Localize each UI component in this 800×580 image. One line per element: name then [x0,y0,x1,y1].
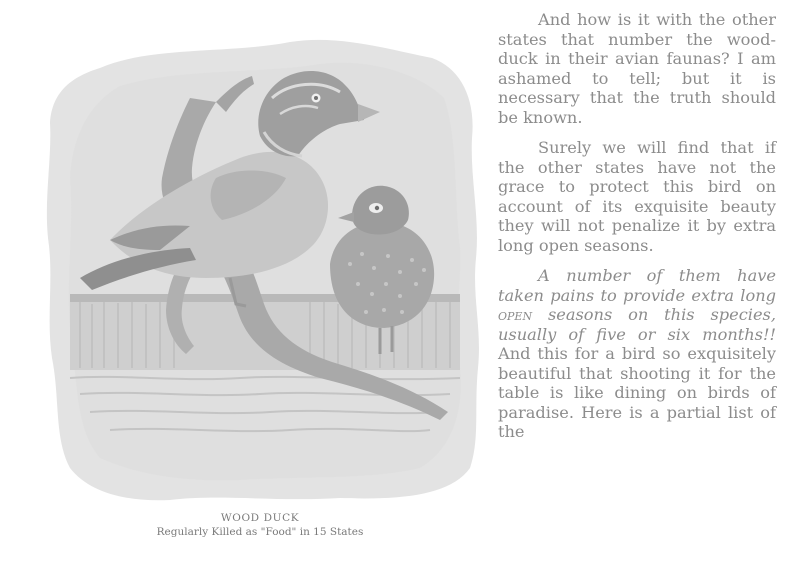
hen-body [330,222,434,328]
illustration-caption [60,511,460,539]
caption-title: WOOD DUCK [220,512,300,524]
wood-duck-illustration [40,28,482,508]
paragraph-3-italic-b: seasons on this species, usually of five or six months!! [498,305,776,344]
caption-subtitle: Regularly Killed as "Food" in 15 States [156,526,364,538]
paragraph-3-italic-a: A number of them have taken pains to provide extra long [498,266,776,305]
wood-duck-painting [40,28,482,508]
paragraph-2: Surely we will find that if the other states have not the grace to protect this bird on account of its exquisite beauty they will not penalize it by extra long open seasons. [498,138,776,255]
paragraph-3 [498,266,776,442]
paragraph-3-smallcaps: open [498,305,533,324]
paragraph-1: And how is it with the other states that number the wood-duck in their avian faunas? I am ashamed to tell; but it is necessary that the truth should be known. [498,10,776,127]
article-text [498,10,776,442]
paragraph-3-roman: And this for a bird so exquisitely beautiful that shooting it for the table is like dining on birds of paradise. Here is a partial list of the [498,344,776,441]
